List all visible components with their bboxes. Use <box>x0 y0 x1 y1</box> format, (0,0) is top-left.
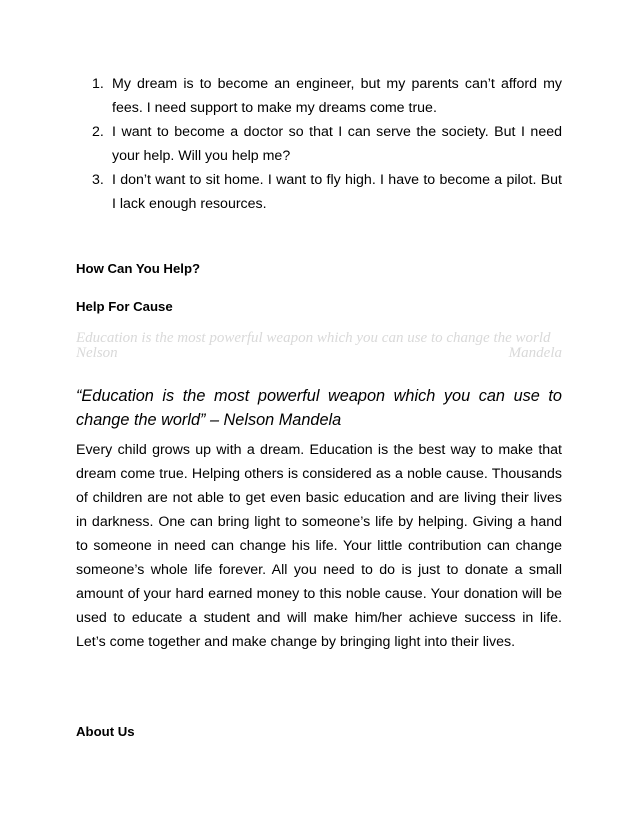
list-item-number: 3. <box>92 172 104 188</box>
how-can-you-help-heading: How Can You Help? <box>76 261 201 276</box>
dreams-list <box>76 72 562 216</box>
faded-quote-author <box>76 346 562 361</box>
list-item <box>76 168 562 216</box>
list-item-number: 1. <box>92 76 104 92</box>
faded-author-first: Nelson <box>76 345 118 361</box>
list-item-text: I want to become a doctor so that I can serve the society. But I need your help. Will you help me? <box>112 124 562 164</box>
about-us-heading: About Us <box>76 724 135 739</box>
help-for-cause-heading: Help For Cause <box>76 299 173 314</box>
cause-paragraph: Every child grows up with a dream. Education is the best way to make that dream come true. Helping others is considered as a noble cause. Thousands of children are not able to get even basic education and are living their lives in darkness. One can bring light to someone’s life by helping. Giving a hand to someone in need can change his life. Your little contribution can change someone’s whole life forever. All you need to do is just to donate a small amount of your hard earned money to this noble cause. Your donation will be used to educate a student and will make him/her achieve success in life. Let’s come together and make change by bringing light into their lives. <box>76 442 562 650</box>
list-item-number: 2. <box>92 124 104 140</box>
list-item <box>76 120 562 168</box>
list-item-text: My dream is to become an engineer, but my parents can’t afford my fees. I need support to make my dreams come true. <box>112 76 562 116</box>
list-item-text: I don’t want to sit home. I want to fly high. I have to become a pilot. But I lack enough resources. <box>112 172 562 212</box>
faded-quote-text <box>76 331 562 376</box>
faded-author-last: Mandela <box>508 345 562 361</box>
faded-quote-body: Education is the most powerful weapon which you can use to change the world <box>76 331 551 346</box>
mandela-quote: “Education is the most powerful weapon which you can use to change the world” – Nelson Mandela <box>76 387 562 429</box>
list-item <box>76 72 562 120</box>
